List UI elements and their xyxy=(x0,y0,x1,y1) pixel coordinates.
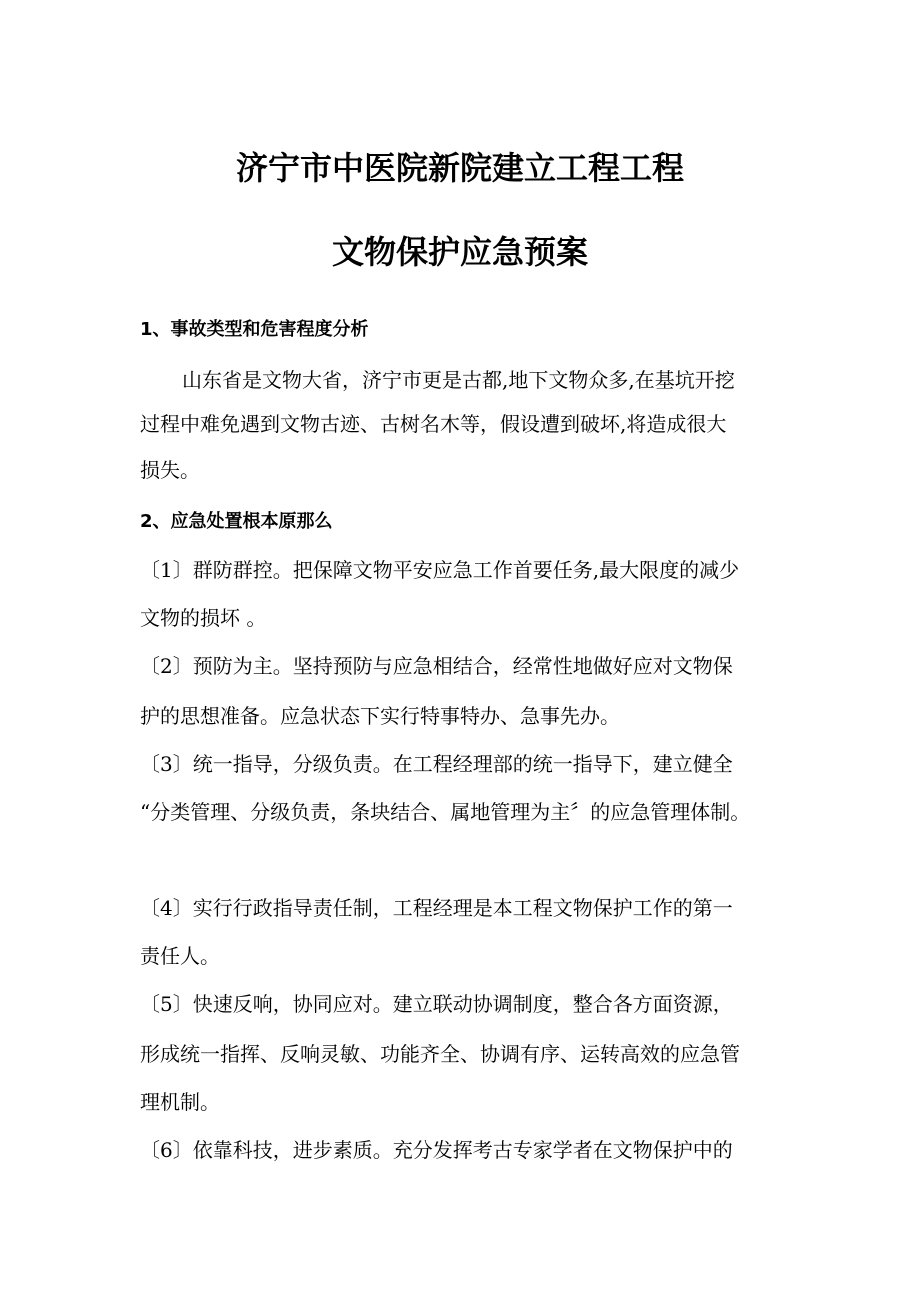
section-1-heading: 1、事故类型和危害程度分析 xyxy=(140,319,369,340)
principle-line: 护的思想准备。应急状态下实行特事特办、急事先办。 xyxy=(140,704,620,728)
principle-line: 〔2〕预防为主。坚持预防与应急相结合，经常性地做好应对文物保 xyxy=(140,654,733,678)
document-title-line-2: 文物保护应急预案 xyxy=(331,233,588,271)
principle-line: 〔5〕快速反响，协同应对。建立联动协调制度，整合各方面资源， xyxy=(140,992,733,1016)
principle-line: 〔3〕统一指导，分级负责。在工程经理部的统一指导下，建立健全 xyxy=(140,752,733,776)
section-1-paragraph-line: 山东省是文物大省，济宁市更是古都,地下文物众多,在基坑开挖 xyxy=(182,368,735,392)
principle-line: 〔1〕群防群控。把保障文物平安应急工作首要任务,最大限度的减少 xyxy=(140,558,740,582)
section-1-paragraph-line: 损失。 xyxy=(140,458,200,482)
principle-line: 文物的损坏 。 xyxy=(140,606,267,630)
principle-line: “分类管理、分级负责，条块结合、属地管理为主〞的应急管理体制。 xyxy=(140,800,751,824)
principle-line: 形成统一指挥、反响灵敏、功能齐全、协调有序、运转高效的应急管 xyxy=(140,1042,740,1066)
document-title-line-1: 济宁市中医院新院建立工程工程 xyxy=(235,149,684,187)
principle-line: 责任人。 xyxy=(140,944,220,968)
principle-line: 理机制。 xyxy=(140,1090,220,1114)
section-2-heading: 2、应急处置根本原那么 xyxy=(140,511,333,532)
principle-line: 〔6〕依靠科技，进步素质。充分发挥考古专家学者在文物保护中的 xyxy=(140,1138,733,1162)
section-1-paragraph-line: 过程中难免遇到文物古迹、古树名木等，假设遭到破坏,将造成很大 xyxy=(140,412,727,436)
principle-line: 〔4〕实行行政指导责任制，工程经理是本工程文物保护工作的第一 xyxy=(140,896,733,920)
